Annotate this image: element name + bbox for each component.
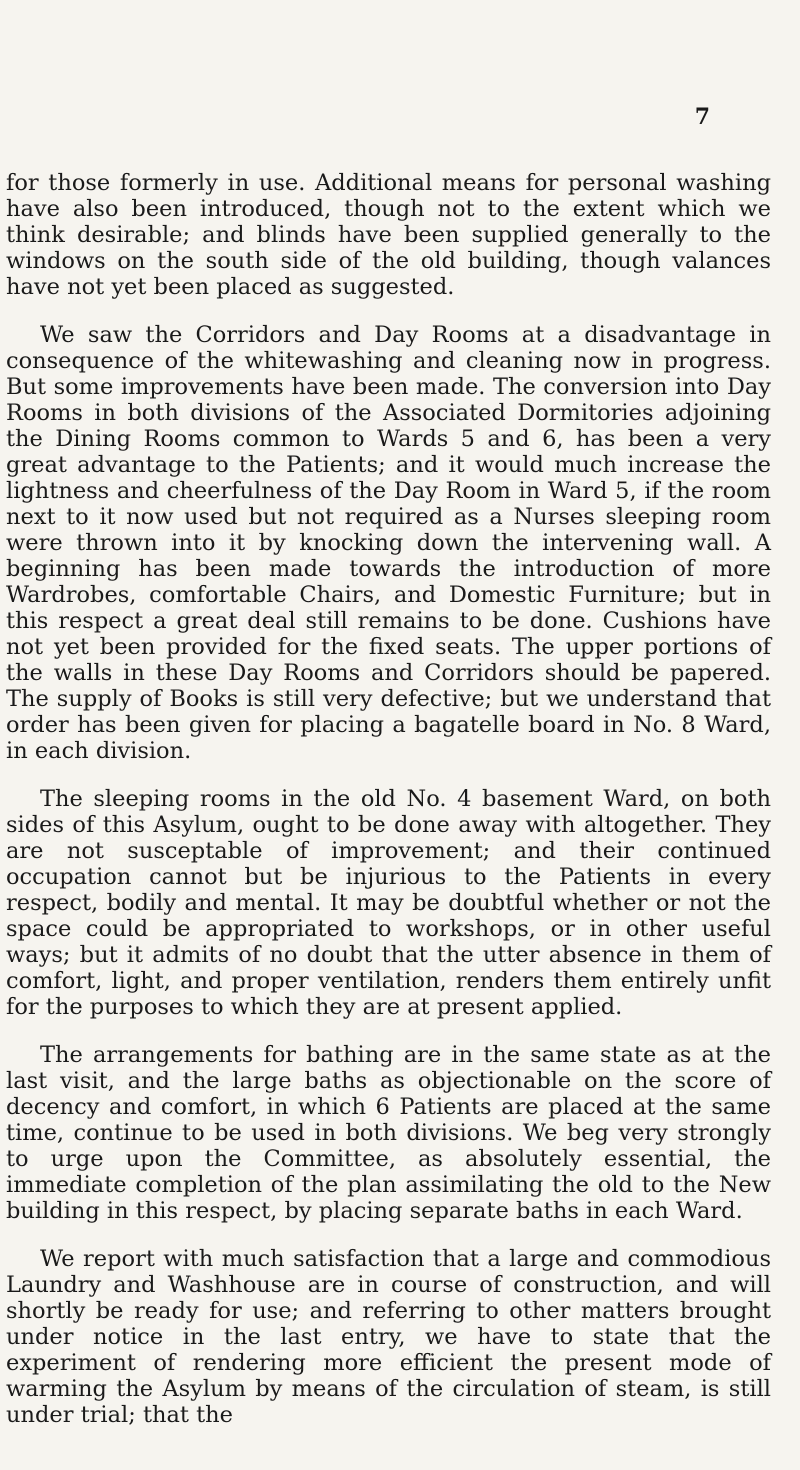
paragraph-continuation: for those formerly in use. Additional means for personal washing have also been introduced, though not to the extent which we think desirable; and blinds have been supplied generally to the windows on the south side of the old building, though valances have not yet been placed as suggested. xyxy=(6,170,771,300)
paragraph-corridors-day-rooms: We saw the Corridors and Day Rooms at a disadvantage in consequence of the whitewashing and cleaning now in progress. But some improvements have been made. The conversion into Day Rooms in both divisions of the Associated Dormitories adjoining the Dining Rooms common to Wards 5 and 6, has been a very great advantage to the Patients; and it would much increase the lightness and cheerfulness of the Day Room in Ward 5, if the room next to it now used but not required as a Nurses sleeping room were thrown into it by knocking down the intervening wall. A beginning has been made towards the introduction of more Wardrobes, comfortable Chairs, and Domestic Furniture; but in this respect a great deal still remains to be done. Cushions have not yet been provided for the fixed seats. The upper portions of the walls in these Day Rooms and Corridors should be papered. The supply of Books is still very defective; but we understand that order has been given for placing a bagatelle board in No. 8 Ward, in each division. xyxy=(6,322,771,764)
paragraph-sleeping-rooms: The sleeping rooms in the old No. 4 basement Ward, on both sides of this Asylum, ought to be done away with altogether. They are not susceptable of improvement; and their continued occupation cannot but be injurious to the Patients in every respect, bodily and mental. It may be doubtful whether or not the space could be appropriated to workshops, or in other useful ways; but it admits of no doubt that the utter absence in them of comfort, light, and proper ventilation, renders them entirely unfit for the purposes to which they are at present applied. xyxy=(6,786,771,1020)
paragraph-bathing: The arrangements for bathing are in the same state as at the last visit, and the large baths as objectionable on the score of decency and comfort, in which 6 Patients are placed at the same time, continue to be used in both divisions. We beg very strongly to urge upon the Committee, as absolutely essential, the immediate completion of the plan assimilating the old to the New building in this respect, by placing separate baths in each Ward. xyxy=(6,1042,771,1224)
body-text xyxy=(6,170,771,1428)
paragraph-laundry: We report with much satisfaction that a large and commodious Laundry and Washhouse are in course of construction, and will shortly be ready for use; and referring to other matters brought under notice in the last entry, we have to state that the experiment of rendering more efficient the present mode of warming the Asylum by means of the circulation of steam, is still under trial; that the xyxy=(6,1246,771,1428)
page-number: 7 xyxy=(694,104,710,130)
